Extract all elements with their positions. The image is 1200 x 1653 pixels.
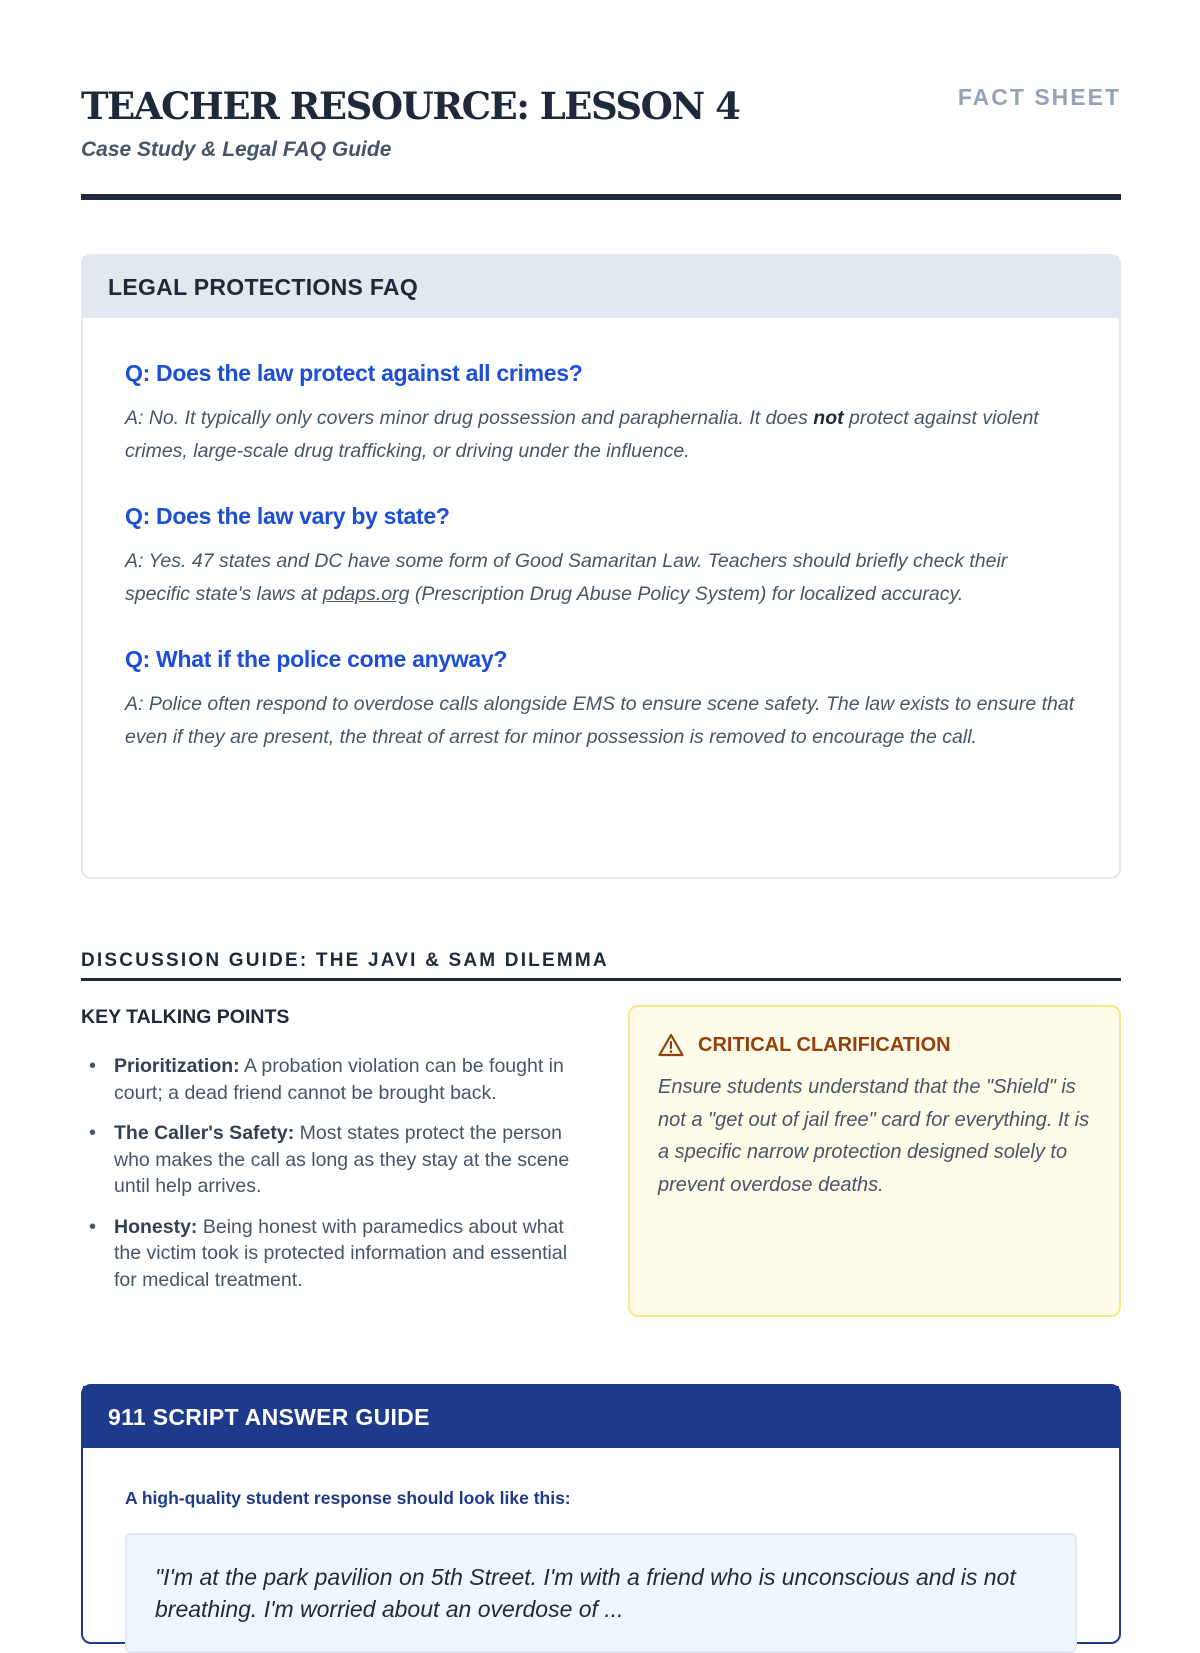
page-subtitle: Case Study & Legal FAQ Guide [81,138,392,161]
point-label: Prioritization: [114,1055,240,1077]
point-text: A probation violation can be fought in court; a dead friend cannot be brought back. [114,1055,564,1104]
talking-points-list [81,1053,581,1293]
faq-answer-text: A: Yes. 47 states and DC have some form of Good Samaritan Law. Teachers should briefly check their specific state's laws at [125,550,1008,605]
point-text: Most states protect the person who makes the call as long as they stay at the scene until help arrives. [114,1122,570,1197]
script-answer-card [81,1384,1121,1644]
faq-item [125,358,1077,467]
pdaps-link[interactable]: pdaps.org [322,582,410,605]
script-quote: "I'm at the park pavilion on 5th Street. I'm with a friend who is unconscious and is not breathing. I'm worried about an overdose of ... [125,1533,1077,1653]
list-item [114,1214,581,1294]
page-title: TEACHER RESOURCE: LESSON 4 [81,84,740,128]
discussion-heading: DISCUSSION GUIDE: THE JAVI & SAM DILEMMA [81,950,1121,981]
script-lead: A high-quality student response should look like this: [125,1488,571,1508]
list-item [114,1053,581,1106]
faq-answer-text: (Prescription Drug Abuse Policy System) for localized accuracy. [409,582,964,605]
talking-points-title: KEY TALKING POINTS [81,1006,290,1028]
faq-question: Q: What if the police come anyway? [125,646,508,672]
faq-question: Q: Does the law protect against all crimes? [125,360,583,386]
critical-clarification-box [628,1005,1121,1317]
clarification-title: CRITICAL CLARIFICATION [698,1033,951,1056]
faq-answer [125,402,1077,467]
faq-answer-text: A: No. It typically only covers minor drug possession and paraphernalia. It does [125,407,814,429]
faq-list [83,318,1119,753]
script-body [83,1448,1119,1653]
script-heading: 911 SCRIPT ANSWER GUIDE [83,1386,1119,1448]
faq-question: Q: Does the law vary by state? [125,503,450,529]
point-label: Honesty: [114,1215,198,1238]
faq-answer [125,545,1077,610]
faq-item [125,644,1077,753]
fact-sheet-tag: FACT SHEET [957,84,1121,110]
faq-answer: A: Police often respond to overdose calls alongside EMS to ensure scene safety. The law exists to ensure that even if they are present, the threat of arrest for minor possession is removed to encourage the call. [125,693,1075,748]
page-header [81,84,1121,162]
faq-heading: LEGAL PROTECTIONS FAQ [83,256,1119,318]
header-divider [81,194,1121,200]
faq-answer-emphasis: not [813,407,844,429]
clarification-heading [658,1033,1091,1057]
faq-item [125,501,1077,610]
point-text: Being honest with paramedics about what the victim took is protected information and essential for medical treatment. [114,1215,568,1291]
clarification-text: Ensure students understand that the "Shield" is not a "get out of jail free" card for everything. It is a specific narrow protection designed solely to prevent overdose deaths. [658,1076,1090,1196]
point-label: The Caller's Safety: [114,1122,295,1144]
talking-points [81,1006,581,1307]
faq-card [81,254,1121,879]
warning-icon [658,1033,684,1057]
faq-answer-text: protect against violent crimes, large-scale drug trafficking, or driving under the influence. [125,407,1039,462]
list-item [114,1120,581,1200]
